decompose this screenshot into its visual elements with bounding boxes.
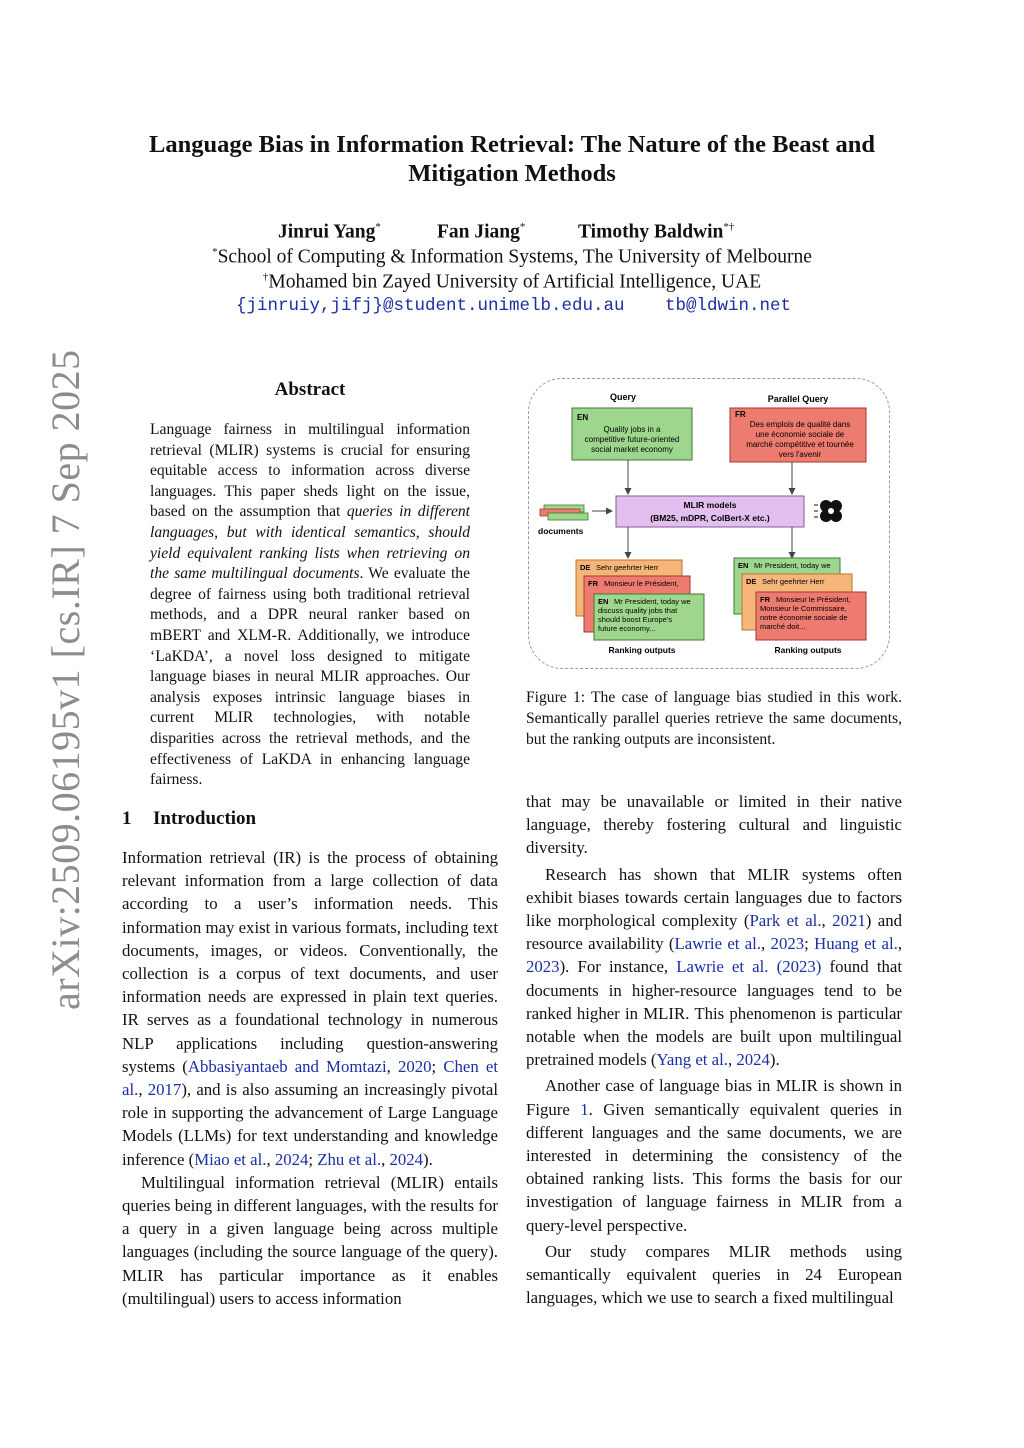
abstract-body [150,420,470,791]
text: ) and resource availability ( [526,911,902,954]
author-name: Fan Jiang [437,221,520,243]
intro-paragraph-5: Our study compares MLIR methods using semantically equivalent queries in 24 European languages, which we use to search a fixed multilingual [526,1241,902,1308]
text: ; [308,1149,318,1169]
paper-title [100,130,924,188]
citation-year-link[interactable]: 2021 [832,911,866,931]
query-lang-tag: EN [577,413,589,422]
brain-gear-icon [814,500,842,522]
card-lang-tag: DE [746,577,757,586]
card-text-line: Sehr geehrter Herr [596,563,659,572]
card-text-line: should boost Europe's [598,615,672,624]
card-text-line: Sehr geehrter Herr [762,577,825,586]
text: ), and is also assuming an increasingly pivotal role in supporting the advancement of Large Language Models (LLMs) for text understanding and knowledge inference ( [122,1080,499,1169]
model-title: MLIR models [683,500,737,510]
card-text-line: Monsieur le Commissaire, [760,604,847,613]
citation-link[interactable]: Lawrie et al. [676,957,769,977]
citation-year-link[interactable]: 2023 [526,957,560,977]
card-text-line: Mr President, today we [754,561,831,570]
arxiv-identifier: arXiv:2509.06195v1 [cs.IR] 7 Sep 2025 [43,349,88,1010]
figure-1-diagram [528,378,890,669]
text: , [821,911,833,931]
text: Another case of language bias in MLIR is shown in Figure [526,1076,902,1119]
card-lang-tag: DE [580,563,591,572]
citation-link[interactable]: Abbasiyantaeb and Momtazi [187,1056,387,1076]
citation-link[interactable]: Lawrie et al. [674,934,762,954]
affiliation-text: School of Computing & Information Systems, The University of Melbourne [217,246,812,268]
intro-paragraph-2-continued: that may be unavailable or limited in their native language, thereby fostering cultural and linguistic diversity. [526,792,902,858]
card-lang-tag: FR [588,579,598,588]
affiliation-1 [100,246,924,269]
figure-ref-link[interactable]: 1 [580,1099,589,1119]
text: , [727,1050,737,1070]
author-name: Jinrui Yang [278,221,376,243]
affiliation-2 [100,271,924,294]
text: , [386,1056,398,1076]
citation-year-link[interactable]: 2020 [397,1056,432,1076]
model-subtitle: (BM25, mDPR, ColBert-X etc.) [650,513,770,523]
parallel-text-line: vers l'avenir [778,450,822,459]
author-mark: * [375,221,381,233]
document-sheet [548,513,588,520]
text: . Given semantically equivalent queries in different languages and the same documents, we are interested in determining the consistency of the obtained ranking lists. This forms the basis for our investigation of language fairness in MLIR from a query-level perspective. [526,1099,902,1235]
card-text-line: notre économie sociale de [760,613,848,622]
figure-caption: Figure 1: The case of language bias studied in this work. Semantically parallel queries retrieve the same documents, but the ranking outputs are inconsistent. [526,689,902,748]
citation-link[interactable]: Zhu et al. [317,1149,382,1169]
citation-year-link[interactable]: 2024 [274,1149,309,1169]
affiliation-mark: † [262,271,269,283]
query-text-line: Quality jobs in a [603,425,661,434]
right-ranking-stack [734,558,866,640]
affiliation-mark: * [212,246,218,258]
affiliation-text: Mohamed bin Zayed University of Artificial Intelligence, UAE [268,271,762,293]
abstract-text: . We evaluate the degree of fairness using both traditional retrieval methods, and a DPR neural ranker based on mBERT and XLM-R. Additionally, we introduce ‘LaKDA’, a novel loss designed to mitigate language biases in neural MLIR approaches. Our analysis exposes intrinsic language biases in current MLIR technologies, with notable disparities across the retrieval methods, and the effectiveness of LaKDA in enhancing language fairness. [150,565,470,789]
author-1 [278,221,381,244]
text: ). [423,1149,433,1169]
card-text-line: future economy... [598,624,656,633]
intro-paragraph-1 [122,846,498,1171]
citation-year-link[interactable]: (2023) [776,957,822,977]
text: ). For instance, [559,957,677,977]
text: ). [769,1050,780,1070]
card-text-line: Mr President, today we [614,597,691,606]
citation-year-link[interactable]: 2024 [736,1050,770,1070]
card-text-line: discuss quality jobs that [598,606,678,615]
citation-link[interactable]: Yang et al. [656,1050,728,1070]
citation-link[interactable]: Chen et al. [122,1056,499,1100]
documents-label: documents [538,526,584,536]
intro-paragraph-3 [526,863,902,1072]
left-column-body [122,846,498,1310]
abstract-text: Language fairness in multilingual information retrieval (MLIR) systems is crucial for ensuring equitable access to information across diverse languages. This paper sheds light on the issue, based on the assumption that [150,421,470,521]
citation-link[interactable]: Miao et al. [194,1149,267,1169]
citation-link[interactable]: Huang et al. [814,934,898,954]
card-text-line: marché doit... [760,622,806,631]
author-2 [437,221,525,244]
query-text-line: social market economy [591,445,673,454]
abstract-emphasis: queries in different languages, but with identical semantics, should yield equivalent ranking lists when retrieving on the same multilingual documents [150,503,470,583]
text: found that documents in higher-resource languages tend to be ranked higher in MLIR. This phenomenon is particular notable when the models are built upon multilingual pretrained models ( [526,957,902,1070]
ranking-outputs-label-left: Ranking outputs [608,645,676,655]
author-name: Timothy Baldwin [578,221,724,243]
left-ranking-stack [576,560,704,640]
text: , [381,1149,390,1169]
ranking-outputs-label-right: Ranking outputs [774,645,842,655]
text: , [761,934,771,954]
parallel-text-line: Des emplois de qualité dans [749,420,851,429]
parallel-lang-tag: FR [735,410,746,419]
query-label: Query [609,392,637,402]
author-mark: *† [723,221,735,233]
title-line-2: Mitigation Methods [408,160,616,187]
citation-year-link[interactable]: 2017 [147,1080,182,1100]
section-heading-introduction [122,808,256,830]
parallel-text-line: une économie sociale de [755,430,845,439]
query-text-line: competitive future-oriented [584,435,680,444]
card-text-line: Monsieur le Président, [776,595,851,604]
card-text-line: Monsieur le Président, [604,579,679,588]
text: ; [804,934,815,954]
author-3 [578,221,734,244]
card-lang-tag: EN [598,597,609,606]
email-link-1[interactable]: {jinruiy,jifj}@student.unimelb.edu.au [236,296,625,316]
citation-link[interactable]: Park et al. [749,911,822,931]
intro-paragraph-4 [526,1074,902,1236]
parallel-text-line: marché compétitive et tournée [746,440,854,449]
text: , [266,1149,275,1169]
abstract-heading: Abstract [274,379,346,400]
text: , [138,1080,148,1100]
text: ; [431,1056,444,1076]
title-line-1: Language Bias in Information Retrieval: The Nature of the Beast and [149,131,875,158]
parallel-query-label: Parallel Query [767,394,829,404]
text [768,957,776,976]
section-number: 1 [122,808,132,829]
card-lang-tag: EN [738,561,749,570]
email-link-2[interactable]: tb@ldwin.net [665,296,792,316]
text: Information retrieval (IR) is the process of obtaining relevant information from a large collection of data according to a user’s information needs. This information may exist in various formats, including text documents, images, or videos. Conventionally, the collection is a corpus of text documents, and user information needs are expressed in plain text queries. IR serves as a foundational technology in numerous NLP applications including question-answering systems ( [122,848,498,1076]
citation-year-link[interactable]: 2023 [770,934,805,954]
author-mark: * [519,221,526,233]
citation-year-link[interactable]: 2024 [389,1149,424,1169]
card-lang-tag: FR [760,595,770,604]
section-title: Introduction [153,808,257,829]
text: , [897,934,903,954]
text: Research has shown that MLIR systems often exhibit biases towards certain languages due to factors like morphological complexity ( [526,864,902,931]
right-column-body [526,790,902,1309]
intro-paragraph-2: Multilingual information retrieval (MLIR) entails queries being in different languages, with the results for a query in a given language being across multiple languages (including the source language of the query). MLIR has particular importance as it enables (multilingual) users to access information [122,1172,498,1308]
